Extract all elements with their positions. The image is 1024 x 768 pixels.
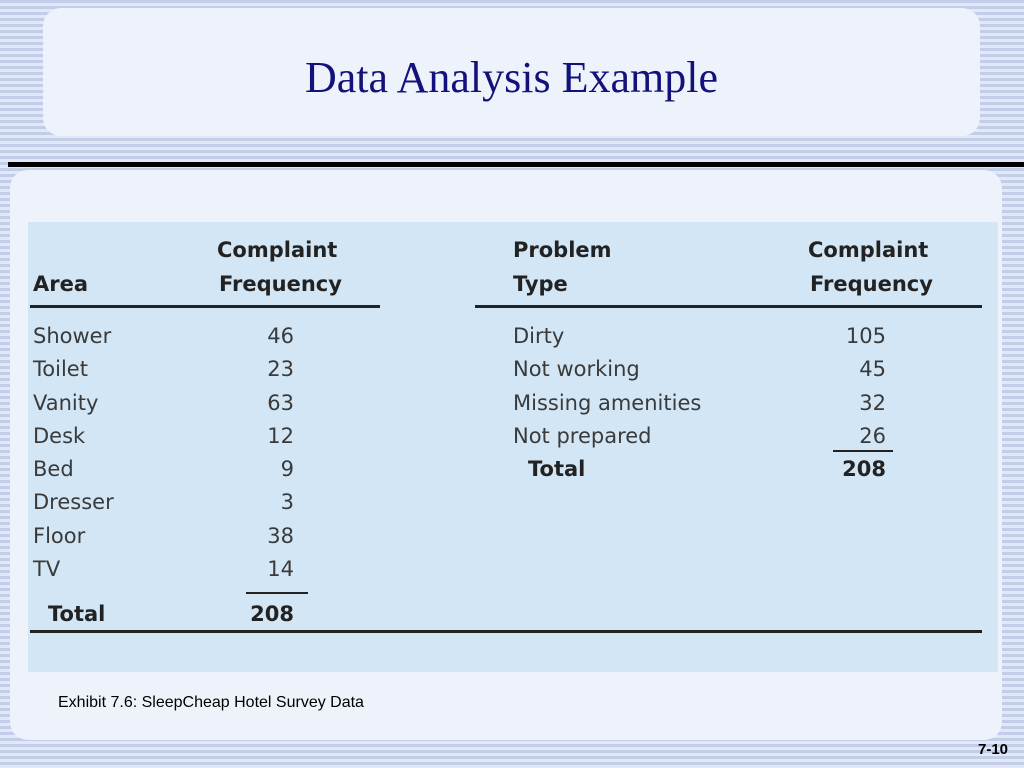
problem-total-value: 208 — [842, 457, 886, 481]
problem-row-value: 105 — [845, 324, 886, 348]
area-total-label: Total — [48, 602, 106, 626]
problem-header-line1: Problem — [513, 238, 612, 262]
area-row-label: TV — [33, 557, 61, 581]
area-freq-header-line1: Complaint — [217, 238, 338, 262]
area-row-value: 38 — [267, 524, 294, 548]
area-row-value: 23 — [267, 357, 294, 381]
area-row-label: Desk — [33, 424, 86, 448]
problem-row-label: Missing amenities — [513, 391, 702, 415]
problem-total-label: Total — [528, 457, 586, 481]
problem-row-value: 26 — [859, 424, 886, 448]
area-row-label: Bed — [33, 457, 74, 481]
problem-row-label: Dirty — [513, 324, 565, 348]
area-row-value: 12 — [267, 424, 294, 448]
title-panel — [43, 8, 980, 136]
area-row-value: 63 — [267, 391, 294, 415]
area-row-label: Shower — [33, 324, 112, 348]
title-divider — [8, 162, 1024, 167]
area-row-value: 46 — [267, 324, 294, 348]
area-header: Area — [33, 272, 89, 296]
problem-row-value: 45 — [859, 357, 886, 381]
area-sum-rule — [246, 592, 308, 594]
area-row-label: Vanity — [33, 391, 99, 415]
table-bottom-rule — [30, 630, 982, 633]
problem-row-label: Not prepared — [513, 424, 652, 448]
area-total-value: 208 — [250, 602, 294, 626]
area-row-value: 9 — [280, 457, 294, 481]
page-number: 7-10 — [978, 741, 1009, 758]
slide-title: Data Analysis Example — [304, 53, 718, 102]
problem-row-value: 32 — [859, 391, 886, 415]
area-row-value: 3 — [280, 490, 294, 514]
area-row-label: Floor — [33, 524, 86, 548]
problem-freq-header-line1: Complaint — [808, 238, 929, 262]
problem-sum-rule — [833, 450, 893, 452]
problem-row-label: Not working — [513, 357, 640, 381]
area-freq-header-line2: Frequency — [219, 272, 342, 296]
exhibit-table — [28, 222, 998, 672]
area-row-value: 14 — [267, 557, 294, 581]
area-row-label: Toilet — [33, 357, 88, 381]
exhibit-caption: Exhibit 7.6: SleepCheap Hotel Survey Data — [58, 694, 364, 711]
problem-header-line2: Type — [513, 272, 568, 296]
problem-header-rule — [475, 305, 982, 308]
area-row-label: Dresser — [33, 490, 114, 514]
problem-freq-header-line2: Frequency — [810, 272, 933, 296]
area-header-rule — [30, 305, 380, 308]
